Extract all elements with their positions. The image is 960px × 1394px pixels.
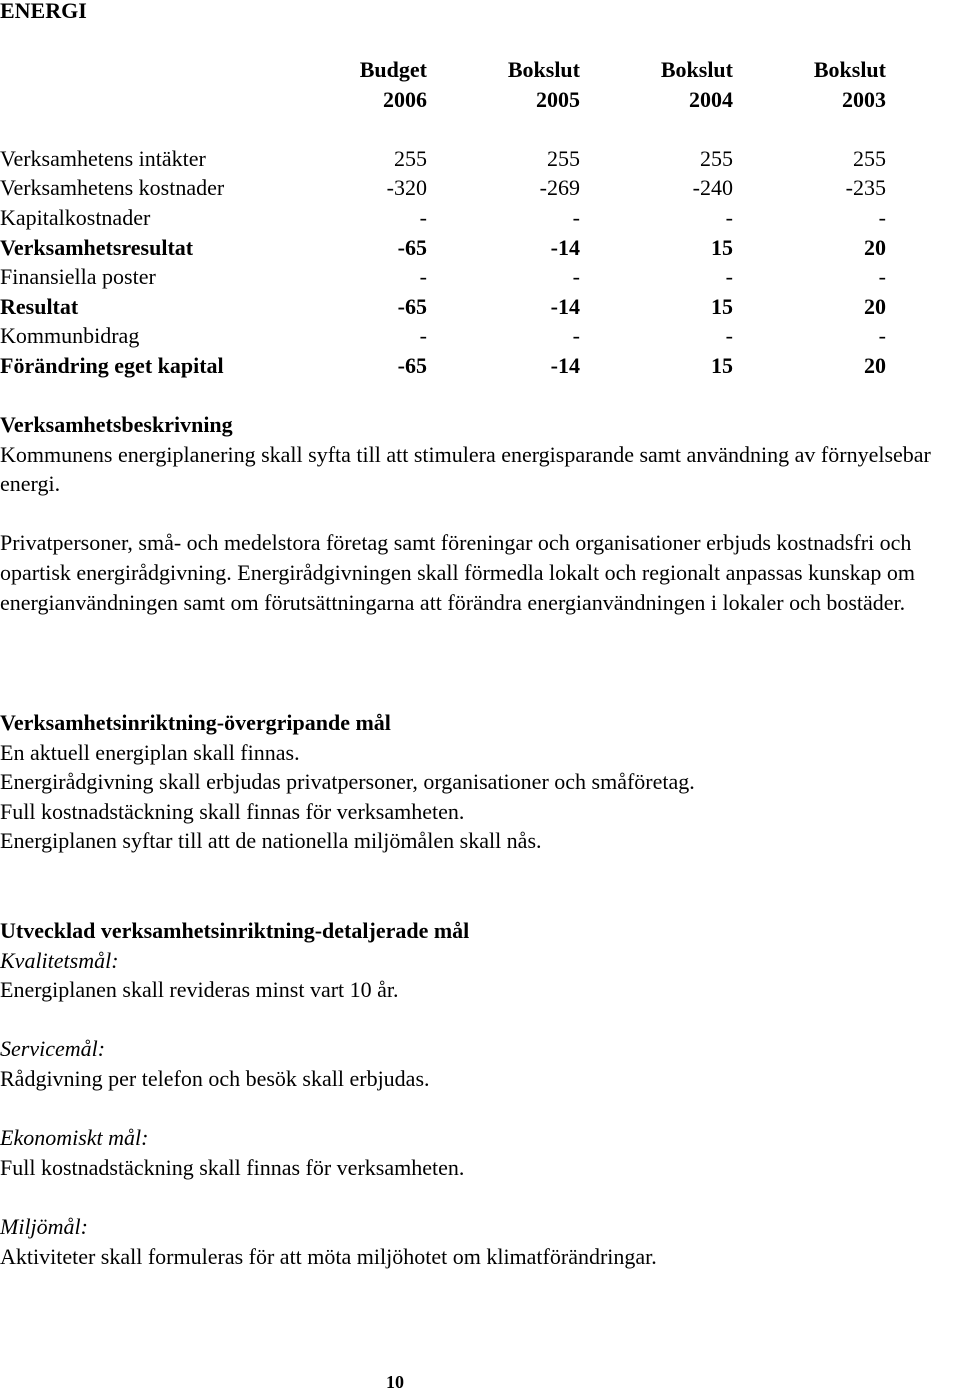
cell-value: 255 [547,145,580,171]
row-label: Verksamhetens kostnader [0,175,225,201]
column-header-budget-2006-label: Budget [359,57,427,82]
cell-value: - [419,323,427,349]
description-heading: Verksamhetsbeskrivning [0,412,233,437]
cell-value: -65 [397,293,427,319]
cell-value: - [572,204,580,230]
cell-value: 255 [853,145,886,171]
row-label: Finansiella poster [0,264,156,290]
table-row [0,262,886,292]
row-label: Verksamhetens intäkter [0,145,206,171]
table-row-subtotal [0,233,886,263]
row-label: Verksamhetsresultat [0,234,194,260]
cell-value: -269 [539,175,580,201]
cell-value: -65 [397,352,427,378]
cell-value: 15 [711,352,733,378]
cell-value: - [419,264,427,290]
cell-value: -320 [386,175,427,201]
column-header-budget-2006-year: 2006 [383,86,427,112]
page-title: ENERGI [0,0,87,23]
column-header-bokslut-2004-year: 2004 [689,86,733,112]
cell-value: - [878,264,886,290]
cell-value: 20 [864,234,886,260]
column-header-bokslut-2003-year: 2003 [842,86,886,112]
column-header-bokslut-2005-label: Bokslut [507,57,580,82]
cell-value: - [725,204,733,230]
cell-value: - [419,204,427,230]
overall-goals-section [0,708,960,856]
row-label: Kapitalkostnader [0,204,151,230]
table-header-row-1 [0,55,886,85]
row-label: Kommunbidrag [0,323,140,349]
row-label: Resultat [0,293,79,319]
page-number: 10 [386,1372,404,1392]
financial-table [0,55,886,381]
cell-value: -240 [692,175,733,201]
cell-value: - [878,204,886,230]
goal-category-text: Energiplanen skall revideras minst vart 10 år. [0,977,399,1003]
cell-value: 255 [394,145,427,171]
cell-value: -14 [550,293,580,319]
goal-category-text: Rådgivning per telefon och besök skall erbjudas. [0,1065,430,1091]
cell-value: -65 [397,234,427,260]
description-paragraph-1: Kommunens energiplanering skall syfta till att stimulera energisparande samt användning av förnyelsebar energi. [0,441,931,497]
detailed-goals-section [0,916,960,1271]
cell-value: - [725,264,733,290]
table-row [0,321,886,351]
detailed-goals-heading: Utvecklad verksamhetsinriktning-detaljerade mål [0,918,470,943]
cell-value: -14 [550,234,580,260]
overall-goals-heading: Verksamhetsinriktning-övergripande mål [0,710,391,735]
column-header-bokslut-2005-year: 2005 [536,86,580,112]
cell-value: 20 [864,352,886,378]
description-section [0,410,960,617]
row-label: Förändring eget kapital [0,352,224,378]
table-header-empty [0,55,270,85]
column-header-bokslut-2004-label: Bokslut [660,57,733,82]
table-row-subtotal [0,292,886,322]
table-row [0,144,886,174]
cell-value: 255 [700,145,733,171]
goal-category-label: Miljömål: [0,1213,88,1239]
cell-value: - [725,323,733,349]
goal-category-text: Full kostnadstäckning skall finnas för verksamheten. [0,1154,465,1180]
table-row [0,173,886,203]
goal-category-label: Ekonomiskt mål: [0,1125,149,1151]
goal-category-label: Kvalitetsmål: [0,947,119,973]
cell-value: - [572,323,580,349]
goal-category-label: Servicemål: [0,1036,106,1062]
cell-value: -235 [845,175,886,201]
overall-goal-line: Energirådgivning skall erbjudas privatpersoner, organisationer och småföretag. [0,769,695,795]
cell-value: 20 [864,293,886,319]
cell-value: 15 [711,234,733,260]
cell-value: -14 [550,352,580,378]
cell-value: - [572,264,580,290]
table-row [0,203,886,233]
overall-goal-line: Full kostnadstäckning skall finnas för verksamheten. [0,798,465,824]
column-header-bokslut-2003-label: Bokslut [813,57,886,82]
overall-goal-line: Energiplanen syftar till att de nationella miljömålen skall nås. [0,828,542,854]
description-paragraph-2: Privatpersoner, små- och medelstora företag samt föreningar och organisationer erbjuds kostnadsfri och opartisk energirådgivning. Energirådgivningen skall förmedla lokalt och regionalt anpassas kunskap om energianvändningen samt om förutsättningarna att förändra energianvändningen i lokaler och bostäder. [0,530,916,615]
table-spacer-row [0,114,886,144]
cell-value: 15 [711,293,733,319]
cell-value: - [878,323,886,349]
table-row-total [0,351,886,381]
overall-goal-line: En aktuell energiplan skall finnas. [0,739,300,765]
goal-category-text: Aktiviteter skall formuleras för att möta miljöhotet om klimatförändringar. [0,1243,657,1269]
table-header-empty [0,85,270,115]
table-header-row-2 [0,85,886,115]
